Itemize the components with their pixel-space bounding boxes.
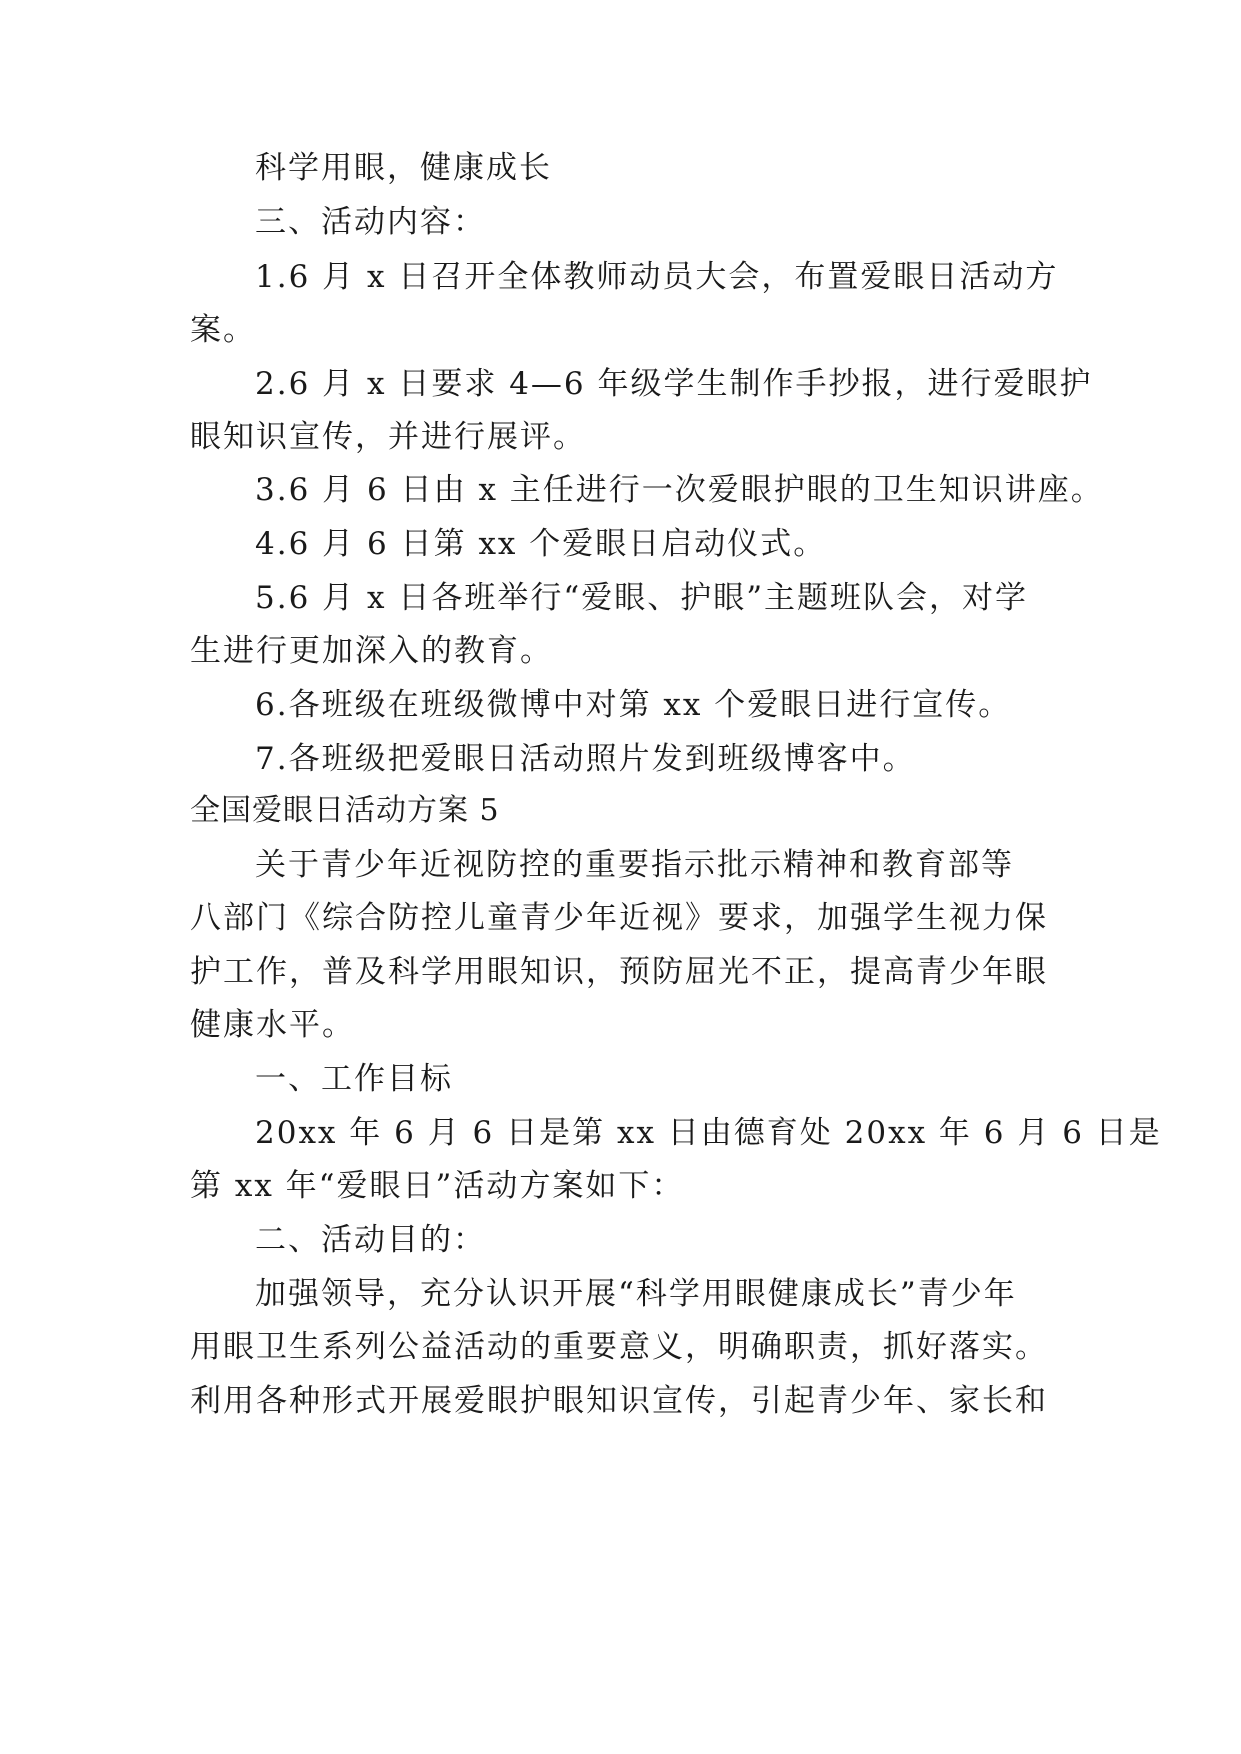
list-item: 5.6 月 x 日各班举行“爱眼、护眼”主题班队会，对学 — [255, 580, 1029, 616]
paragraph-line: 第 xx 年“爱眼日”活动方案如下： — [190, 1168, 685, 1204]
text-line: 案。 — [190, 312, 256, 348]
text-line: 科学用眼，健康成长 — [255, 150, 552, 186]
section-heading: 一、工作目标 — [255, 1061, 453, 1097]
list-item: 1.6 月 x 日召开全体教师动员大会，布置爱眼日活动方 — [255, 259, 1059, 295]
text-line: 生进行更加深入的教育。 — [190, 633, 553, 669]
list-item: 3.6 月 6 日由 x 主任进行一次爱眼护眼的卫生知识讲座。 — [255, 472, 1104, 508]
list-item: 6.各班级在班级微博中对第 xx 个爱眼日进行宣传。 — [255, 687, 1012, 723]
paragraph-line: 关于青少年近视防控的重要指示批示精神和教育部等 — [255, 847, 1014, 883]
list-item: 2.6 月 x 日要求 4—6 年级学生制作手抄报，进行爱眼护 — [255, 366, 1093, 402]
list-item: 4.6 月 6 日第 xx 个爱眼日启动仪式。 — [255, 526, 827, 562]
paragraph-line: 护工作，普及科学用眼知识，预防屈光不正，提高青少年眼 — [190, 954, 1048, 990]
paragraph-line: 八部门《综合防控儿童青少年近视》要求，加强学生视力保 — [190, 900, 1048, 936]
paragraph-line: 利用各种形式开展爱眼护眼知识宣传，引起青少年、家长和 — [190, 1383, 1048, 1419]
paragraph-line: 用眼卫生系列公益活动的重要意义，明确职责，抓好落实。 — [190, 1329, 1048, 1365]
paragraph-line: 健康水平。 — [190, 1007, 355, 1043]
paragraph-line: 20xx 年 6 月 6 日是第 xx 日由德育处 20xx 年 6 月 6 日是 — [255, 1115, 1162, 1151]
text-line: 眼知识宣传，并进行展评。 — [190, 419, 586, 455]
document-title: 全国爱眼日活动方案 5 — [190, 793, 500, 828]
section-heading: 三、活动内容： — [255, 204, 486, 240]
paragraph-line: 加强领导，充分认识开展“科学用眼健康成长”青少年 — [255, 1276, 1017, 1312]
list-item: 7.各班级把爱眼日活动照片发到班级博客中。 — [255, 741, 916, 777]
section-heading: 二、活动目的： — [255, 1222, 486, 1258]
